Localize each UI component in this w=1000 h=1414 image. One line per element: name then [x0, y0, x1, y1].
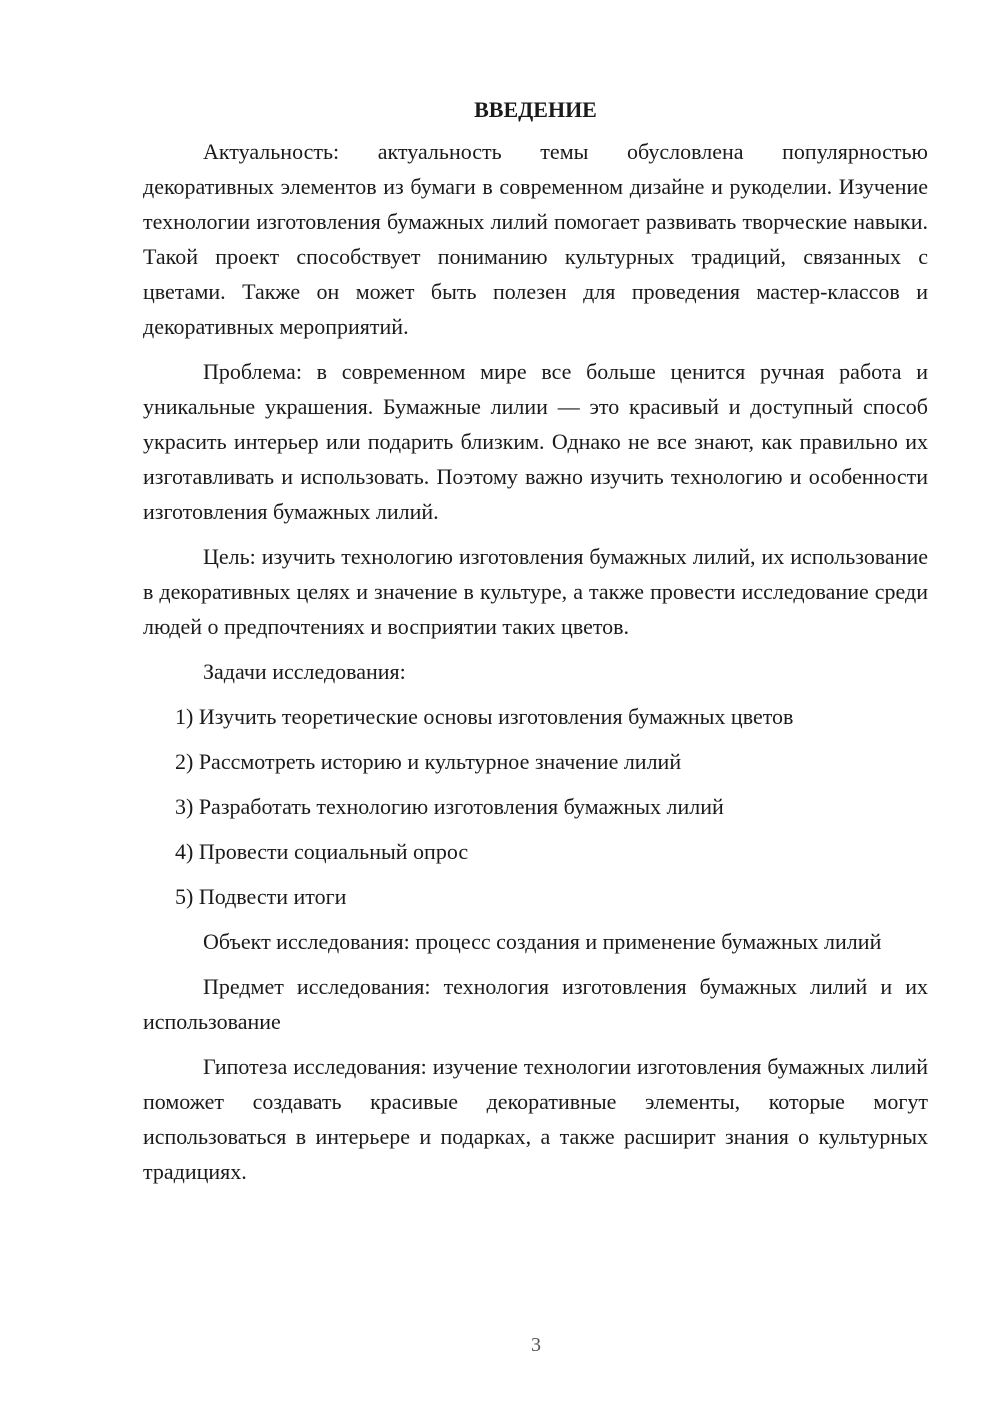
- object-paragraph: Объект исследования: процесс создания и применение бумажных лилий: [203, 929, 882, 954]
- list-item: 3) Разработать технологию изготовления бумажных лилий: [175, 794, 724, 819]
- document-page: [143, 96, 928, 1199]
- page-number: 3: [531, 1334, 541, 1356]
- list-item: 4) Провести социальный опрос: [175, 839, 469, 864]
- problem-paragraph: Проблема: в современном мире все больше ценится ручная работа и уникальные украшения. Бумажные лилии — это красивый и доступный способ украсить интерьер или подарить близким. Однако не все знают, как правильно их изготавливать и использовать. Поэтому важно изучить технологию и особенности изготовления бумажных лилий.: [143, 359, 928, 524]
- list-item: 1) Изучить теоретические основы изготовления бумажных цветов: [175, 704, 794, 729]
- list-item: 2) Рассмотреть историю и культурное значение лилий: [175, 749, 682, 774]
- relevance-paragraph: Актуальность: актуальность темы обусловлена популярностью декоративных элементов из бумаги в современном дизайне и рукоделии. Изучение технологии изготовления бумажных лилий помогает развивать творческие навыки. Такой проект способствует пониманию культурных традиций, связанных с цветами. Также он может быть полезен для проведения мастер-классов и декоративных мероприятий.: [143, 139, 928, 339]
- subject-paragraph: Предмет исследования: технология изготовления бумажных лилий и их использование: [143, 974, 928, 1034]
- hypothesis-paragraph: Гипотеза исследования: изучение технологии изготовления бумажных лилий поможет создавать красивые декоративные элементы, которые могут использоваться в интерьере и подарках, а также расширит знания о культурных традициях.: [143, 1054, 928, 1184]
- page-title: ВВЕДЕНИЕ: [474, 97, 597, 122]
- goal-paragraph: Цель: изучить технологию изготовления бумажных лилий, их использование в декоративных целях и значение в культуре, а также провести исследование среди людей о предпочтениях и восприятии таких цветов.: [143, 544, 928, 639]
- list-item: 5) Подвести итоги: [175, 884, 347, 909]
- tasks-heading: Задачи исследования:: [203, 659, 406, 684]
- tasks-list: [143, 699, 928, 914]
